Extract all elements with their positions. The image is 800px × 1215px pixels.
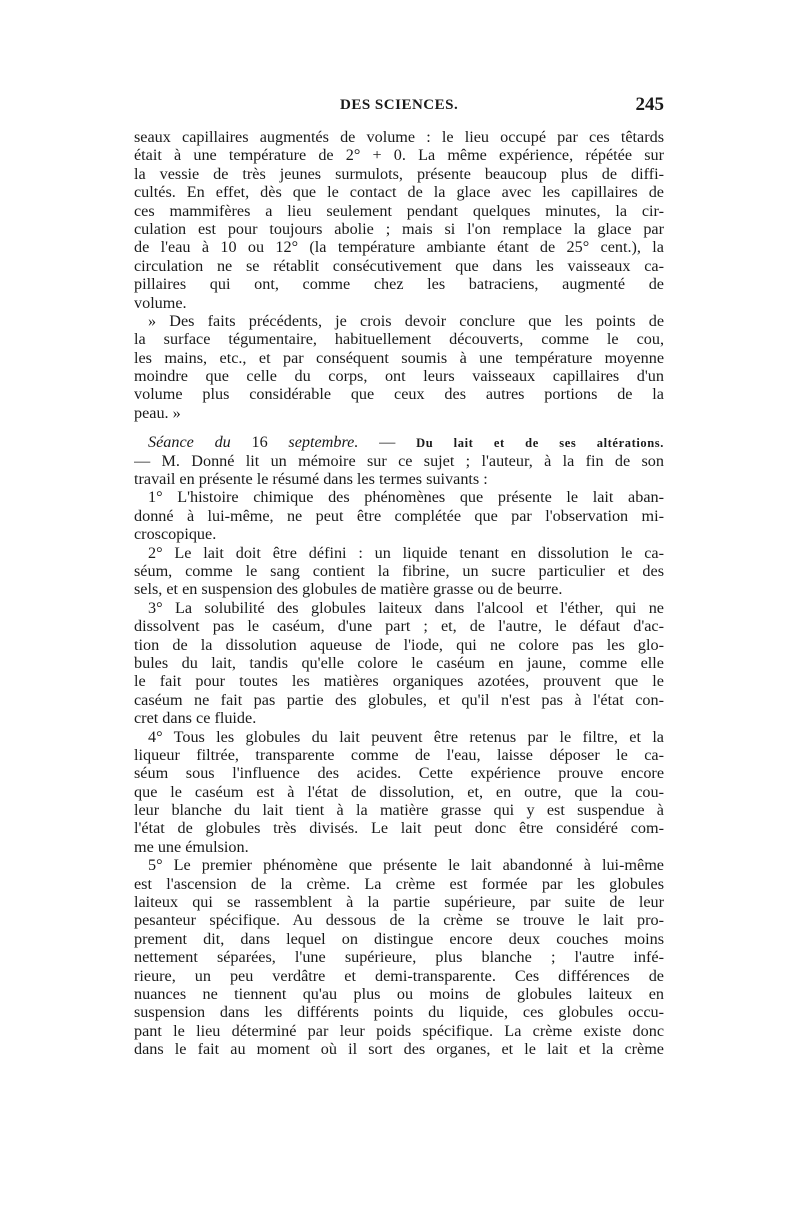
text-line: croscopique. (134, 525, 217, 544)
text-line: pant le lieu déterminé par leur poids spécifique. La crème existe donc (134, 1021, 664, 1040)
text-line: était à une température de 2° + 0. La même expérience, répétée sur (134, 146, 664, 165)
text-line: suspension dans les différents points du liquide, ces globules occu- (134, 1003, 664, 1022)
text-line: culation est pour toujours abolie ; mais si l'on remplace la glace par (134, 219, 664, 238)
text-line: les mains, etc., et par conséquent soumis à une température moyenne (134, 348, 664, 367)
text-line: 2° Le lait doit être défini : un liquide tenant en dissolution le ca- (148, 543, 664, 562)
text-line: de l'eau à 10 ou 12° (la température ambiante étant de 25° cent.), la (134, 238, 664, 257)
session-topic: Du lait et de ses altérations. (416, 436, 664, 451)
text-line: leur blanche du lait tient à la matière grasse qui y est suspendue à (134, 801, 664, 820)
text-line: cultés. En effet, dès que le contact de la glace avec les capillaires de (134, 183, 664, 202)
text-line: caséum ne fait pas partie des globules, et qu'il n'est pas à l'état con- (134, 690, 664, 709)
text-line: 5° Le premier phénomène que présente le lait abandonné à lui-même (148, 856, 664, 875)
text-line: dissolvent pas le caséum, d'une part ; et, de l'autre, le défaut d'ac- (134, 617, 664, 636)
text-line: travail en présente le résumé dans les termes suivants : (134, 470, 488, 489)
text-line: 4° Tous les globules du lait peuvent être retenus par le filtre, et la (148, 727, 664, 746)
text-line: me une émulsion. (134, 837, 249, 856)
text-line: séum sous l'influence des acides. Cette expérience prouve encore (134, 764, 664, 783)
session-heading (134, 433, 664, 451)
text-line: volume plus considérable que ceux des autres portions de la (134, 385, 664, 404)
text-line: 3° La solubilité des globules laiteux dans l'alcool et l'éther, qui ne (148, 598, 664, 617)
text-line: ces mammifères a lieu seulement pendant quelques minutes, la cir- (134, 201, 664, 220)
text-line: pesanteur spécifique. Au dessous de la crème se trouve le lait pro- (134, 911, 664, 930)
running-head (134, 94, 664, 121)
text-line: pillaires qui ont, comme chez les batraciens, augmenté de (134, 275, 664, 294)
text-line: 1° L'histoire chimique des phénomènes que présente le lait aban- (148, 488, 664, 507)
text-line: peau. » (134, 403, 181, 422)
session-date: 16 (251, 433, 268, 452)
text-line: l'état de globules très divisés. Le lait peut donc être considéré com- (134, 819, 664, 838)
text-line: liqueur filtrée, transparente comme de l'eau, laisse déposer le ca- (134, 745, 664, 764)
text-line: rieure, un peu verdâtre et demi-transparente. Ces différences de (134, 966, 664, 985)
text-line: séum, comme le sang contient la fibrine, un sucre particulier et des (134, 561, 664, 580)
text-line: circulation ne se rétablit consécutivement que dans les vaisseaux ca- (134, 256, 664, 275)
text-line: — M. Donné lit un mémoire sur ce sujet ; l'auteur, à la fin de son (134, 451, 664, 470)
text-line: tion de la dissolution aqueuse de l'iode, qui ne colore pas les glo- (134, 635, 664, 654)
session-month: septembre. (288, 433, 359, 452)
text-line: prement dit, dans lequel on distingue encore deux couches moins (134, 929, 664, 948)
text-line: nuances ne tiennent qu'au plus ou moins de globules laiteux en (134, 984, 664, 1003)
session-label: Séance du (148, 433, 231, 452)
section-gap (134, 422, 664, 433)
item-3 (134, 599, 664, 728)
text-line: le fait pour toutes les matières organiques azotées, prouvent que le (134, 672, 664, 691)
text-line: que le caséum est à l'état de dissolution, et, en outre, que la cou- (134, 782, 664, 801)
text-line: bules du lait, tandis qu'elle colore le caséum en jaune, comme elle (134, 653, 664, 672)
item-5 (134, 856, 664, 1058)
text-line: volume. (134, 293, 187, 312)
text-line: la surface tégumentaire, habituellement découverts, comme le cou, (134, 330, 664, 349)
text-line: moindre que celle du corps, ont leurs vaisseaux capillaires d'un (134, 367, 664, 386)
item-2 (134, 544, 664, 599)
paragraph-1 (134, 128, 664, 312)
item-4 (134, 728, 664, 857)
text-line: seaux capillaires augmentés de volume : le lieu occupé par ces têtards (134, 128, 664, 146)
text-line: la vessie de très jeunes surmulots, présente beaucoup plus de diffi- (134, 164, 664, 183)
paragraph-2 (134, 312, 664, 422)
item-1 (134, 488, 664, 543)
page-number: 245 (635, 94, 664, 115)
text-line: cret dans ce fluide. (134, 709, 257, 728)
text-line: donné à lui-même, ne peut être complétée que par l'observation mi- (134, 506, 664, 525)
text-line: est l'ascension de la crème. La crème est formée par les globules (134, 874, 664, 893)
text-line: laiteux qui se rassemblent à la partie supérieure, par suite de leur (134, 893, 664, 912)
text-line: dans le fait au moment où il sort des organes, et le lait et la crème (134, 1040, 664, 1059)
text-line: sels, et en suspension des globules de matière grasse ou de beurre. (134, 580, 563, 599)
running-title: DES SCIENCES. (340, 97, 459, 113)
body-text (134, 128, 664, 1059)
paragraph-3 (134, 452, 664, 489)
text-line: nettement séparées, l'une supérieure, plus blanche ; l'autre infé- (134, 948, 664, 967)
text-line: » Des faits précédents, je crois devoir conclure que les points de (148, 311, 664, 330)
session-dash: — (379, 433, 396, 452)
